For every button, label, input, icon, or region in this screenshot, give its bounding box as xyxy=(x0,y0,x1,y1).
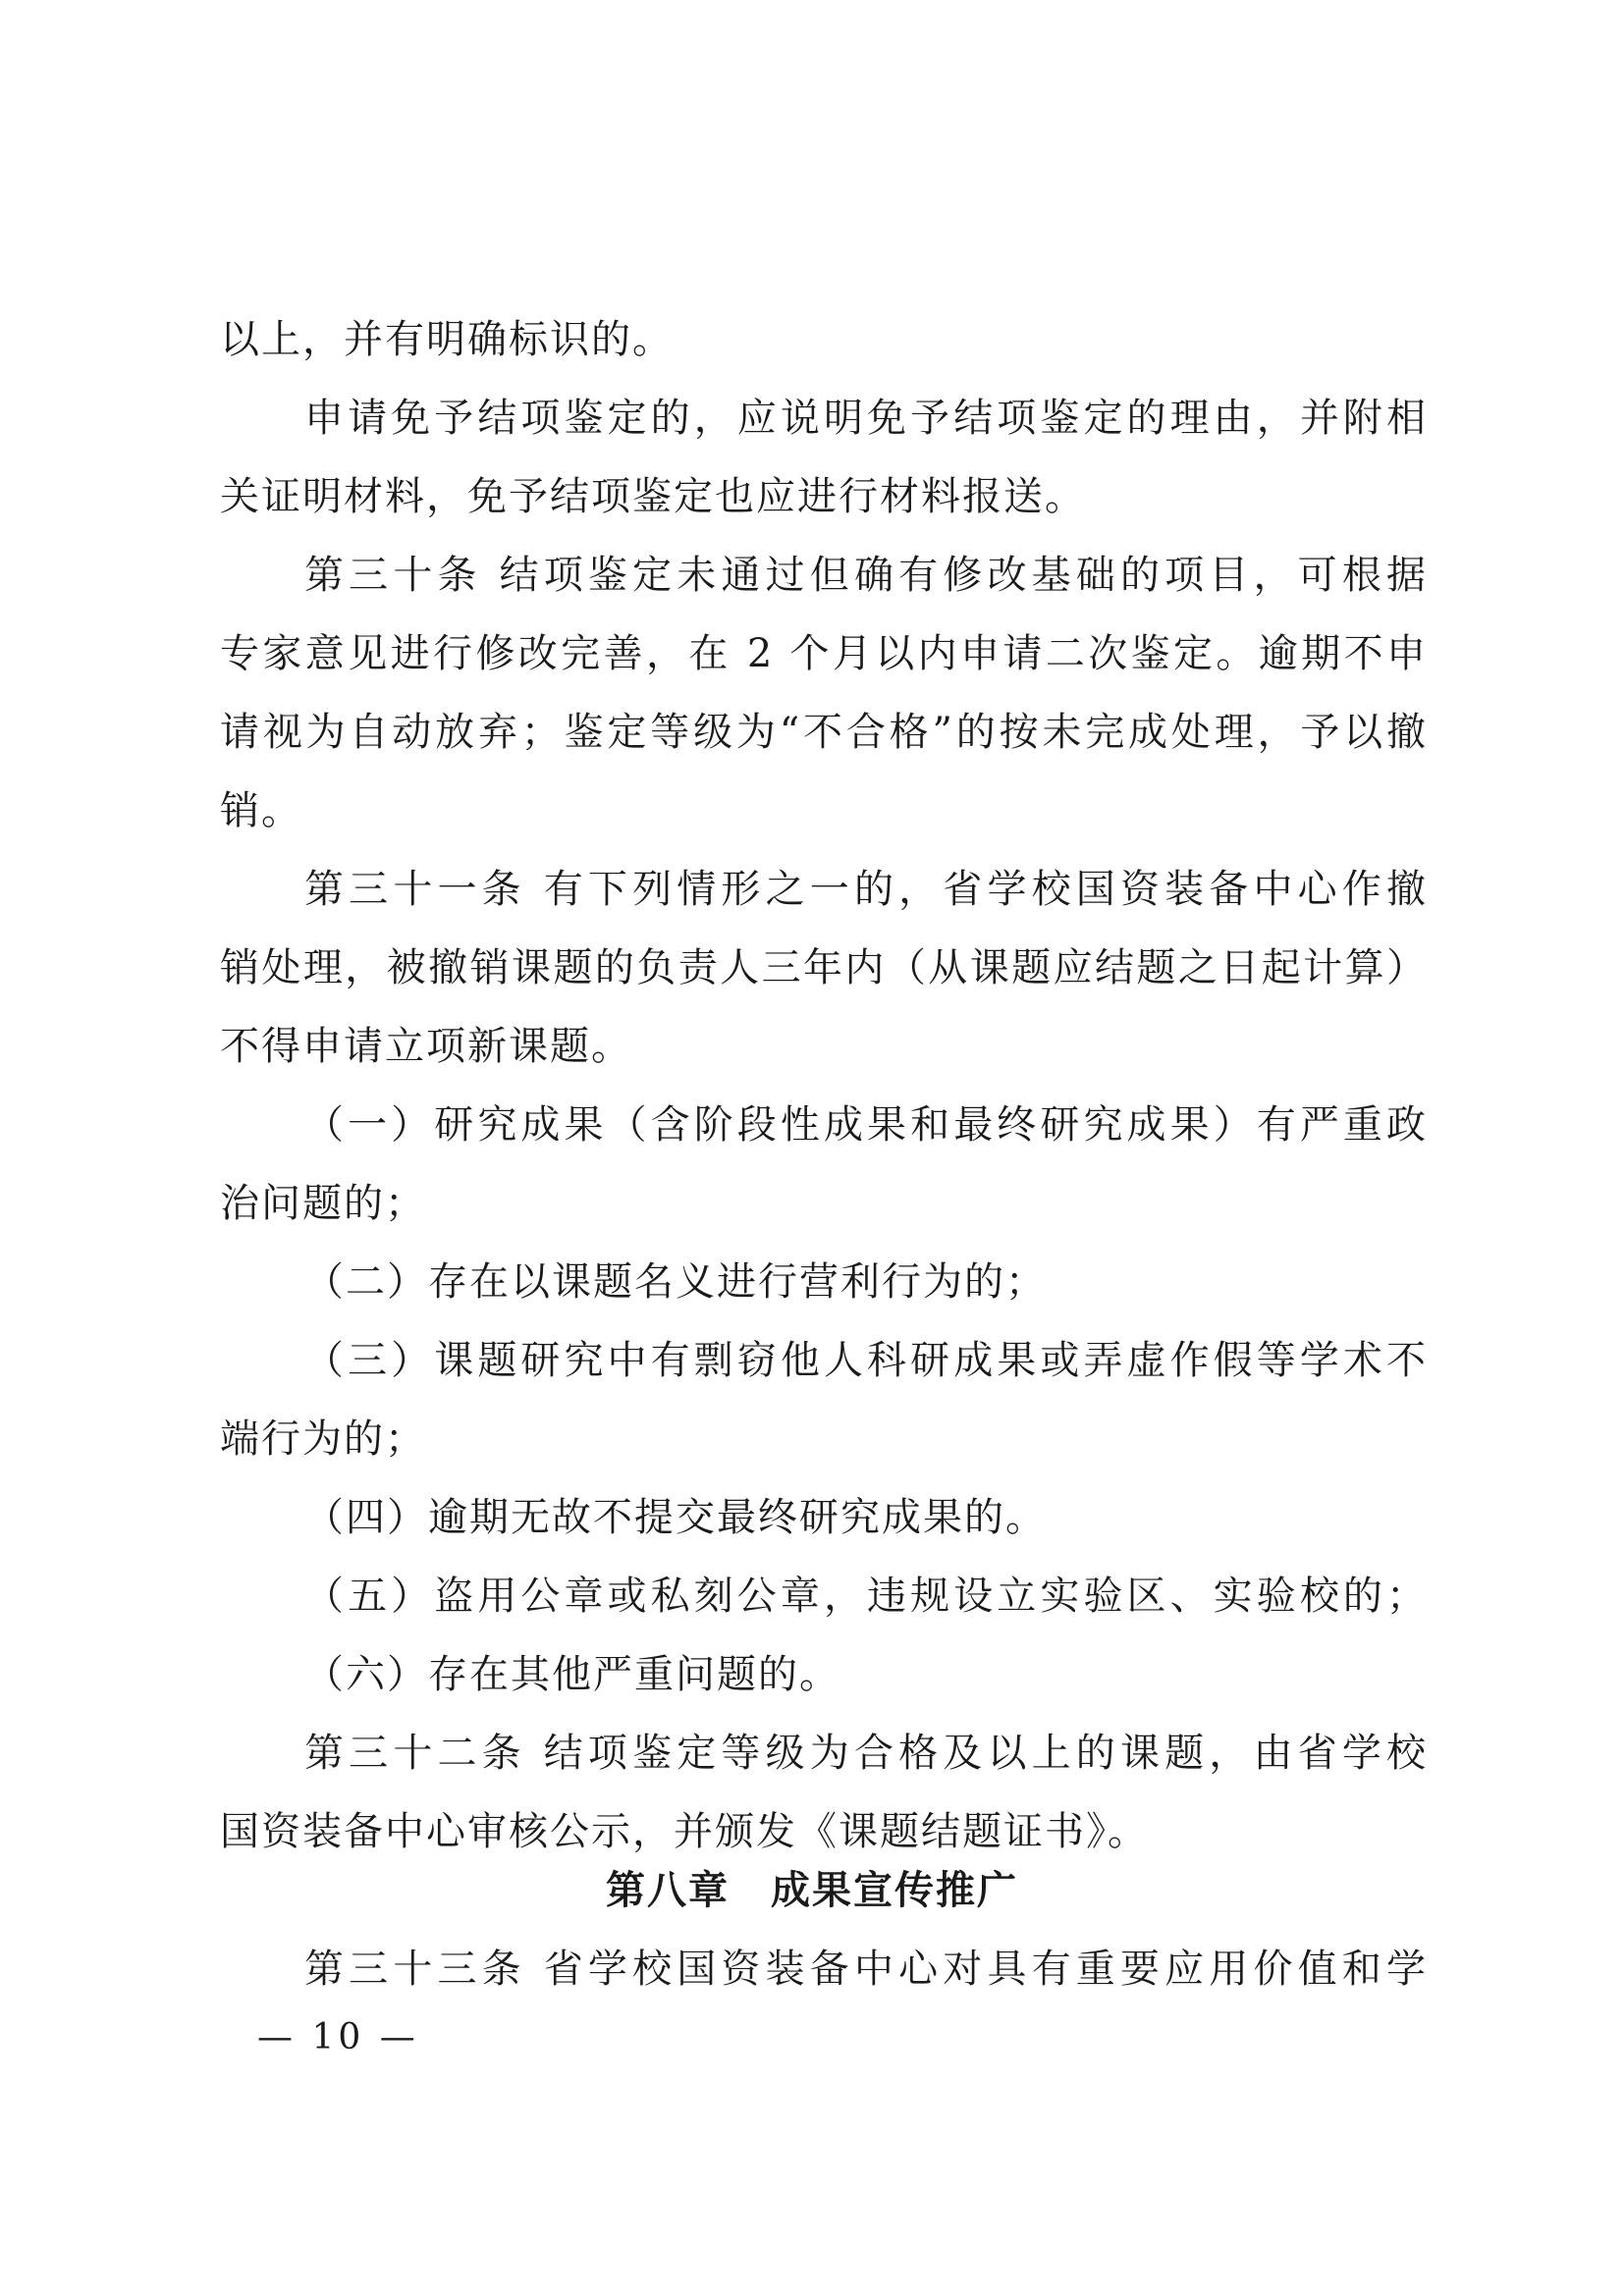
text-line: 第三十一条 有下列情形之一的，省学校国资装备中心作撤 xyxy=(304,867,1428,912)
text-line: 请视为自动放弃；鉴定等级为“不合格”的按未完成处理，予以撤 xyxy=(220,710,1428,755)
text-line: （四）逾期无故不提交最终研究成果的。 xyxy=(304,1495,1047,1540)
text-line: 第三十条 结项鉴定未通过但确有修改基础的项目，可根据 xyxy=(304,553,1428,598)
text-line: 第三十三条 省学校国资装备中心对具有重要应用价值和学 xyxy=(304,1947,1428,1992)
text-line: （六）存在其他严重问题的。 xyxy=(304,1652,840,1697)
text-line: （五）盗用公章或私刻公章，违规设立实验区、实验校的； xyxy=(304,1574,1428,1619)
text-line: 治问题的； xyxy=(220,1181,426,1226)
text-line: 销处理，被撤销课题的负责人三年内（从课题应结题之日起计算） xyxy=(220,945,1428,990)
text-line: 国资装备中心审核公示，并颁发《课题结题证书》。 xyxy=(220,1809,1149,1854)
text-line: 以上，并有明确标识的。 xyxy=(220,317,674,362)
chapter-heading: 第八章 成果宣传推广 xyxy=(606,1868,1018,1913)
text-line: 关证明材料，免予结项鉴定也应进行材料报送。 xyxy=(220,474,1086,519)
text-line: 端行为的； xyxy=(220,1416,426,1462)
page-number: — 10 — xyxy=(257,2017,419,2057)
text-line: （一）研究成果（含阶段性成果和最终研究成果）有严重政 xyxy=(304,1102,1428,1148)
text-line: （二）存在以课题名义进行营利行为的； xyxy=(304,1259,1047,1305)
text-line: 销。 xyxy=(220,788,302,833)
text-line: （三）课题研究中有剽窃他人科研成果或弄虚作假等学术不 xyxy=(304,1338,1428,1383)
text-line: 申请免予结项鉴定的，应说明免予结项鉴定的理由，并附相 xyxy=(304,396,1428,441)
text-line: 第三十二条 结项鉴定等级为合格及以上的课题，由省学校 xyxy=(304,1731,1428,1776)
text-line: 专家意见进行修改完善，在 2 个月以内申请二次鉴定。逾期不申 xyxy=(220,631,1428,676)
text-line: 不得申请立项新课题。 xyxy=(220,1024,632,1069)
